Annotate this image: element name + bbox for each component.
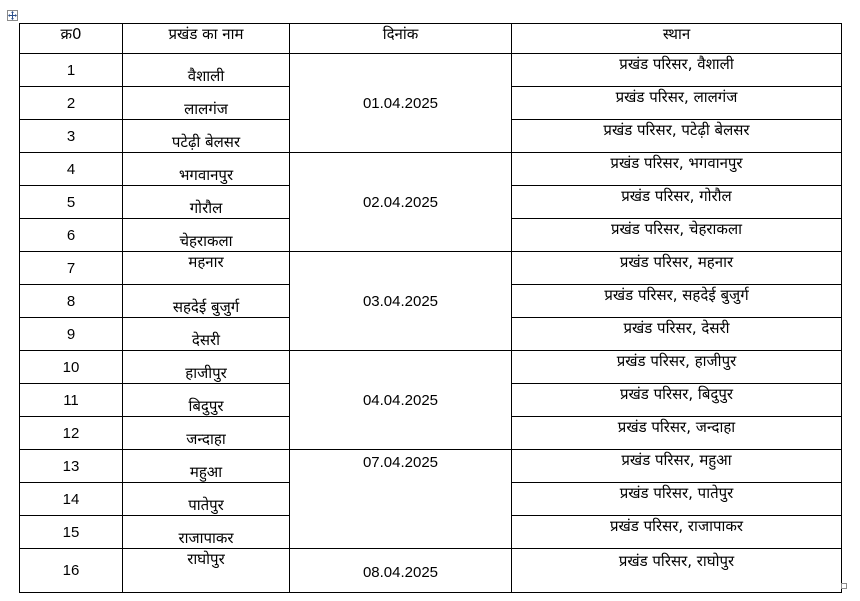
place-cell: प्रखंड परिसर, राघोपुर: [512, 549, 842, 593]
table-row: [20, 252, 842, 285]
serial-number-cell: 15: [20, 516, 123, 549]
table-resize-handle[interactable]: [841, 583, 847, 589]
block-name-cell: भगवानपुर: [123, 153, 290, 186]
place-cell: प्रखंड परिसर, पातेपुर: [512, 483, 842, 516]
block-name-cell: राघोपुर: [123, 549, 290, 593]
serial-number-cell: 5: [20, 186, 123, 219]
place-cell: प्रखंड परिसर, जन्दाहा: [512, 417, 842, 450]
place-cell: प्रखंड परिसर, भगवानपुर: [512, 153, 842, 186]
place-cell: प्रखंड परिसर, देसरी: [512, 318, 842, 351]
block-name-cell: चेहराकला: [123, 219, 290, 252]
block-name-cell: जन्दाहा: [123, 417, 290, 450]
place-cell: प्रखंड परिसर, हाजीपुर: [512, 351, 842, 384]
serial-number-cell: 8: [20, 285, 123, 318]
schedule-table: [19, 23, 842, 593]
serial-number-cell: 9: [20, 318, 123, 351]
serial-number-cell: 12: [20, 417, 123, 450]
place-cell: प्रखंड परिसर, महुआ: [512, 450, 842, 483]
serial-number-cell: 1: [20, 54, 123, 87]
table-row: [20, 351, 842, 384]
place-cell: प्रखंड परिसर, लालगंज: [512, 87, 842, 120]
place-cell: प्रखंड परिसर, महनार: [512, 252, 842, 285]
table-move-handle-icon[interactable]: [7, 10, 18, 21]
block-name-cell: बिदुपुर: [123, 384, 290, 417]
place-cell: प्रखंड परिसर, पटेढ़ी बेलसर: [512, 120, 842, 153]
place-cell: प्रखंड परिसर, वैशाली: [512, 54, 842, 87]
date-cell: 02.04.2025: [290, 153, 512, 252]
header-place: स्थान: [512, 24, 842, 54]
header-row: [20, 24, 842, 54]
header-date: दिनांक: [290, 24, 512, 54]
date-cell: 01.04.2025: [290, 54, 512, 153]
date-cell: 07.04.2025: [290, 450, 512, 549]
block-name-cell: पटेढ़ी बेलसर: [123, 120, 290, 153]
table-row: [20, 54, 842, 87]
serial-number-cell: 14: [20, 483, 123, 516]
block-name-cell: सहदेई बुजुर्ग: [123, 285, 290, 318]
block-name-cell: महुआ: [123, 450, 290, 483]
date-cell: 03.04.2025: [290, 252, 512, 351]
place-cell: प्रखंड परिसर, गोरौल: [512, 186, 842, 219]
place-cell: प्रखंड परिसर, राजापाकर: [512, 516, 842, 549]
block-name-cell: गोरौल: [123, 186, 290, 219]
block-name-cell: राजापाकर: [123, 516, 290, 549]
table-row: [20, 153, 842, 186]
date-cell: 08.04.2025: [290, 549, 512, 593]
serial-number-cell: 4: [20, 153, 123, 186]
table-row: [20, 450, 842, 483]
header-block-name: प्रखंड का नाम: [123, 24, 290, 54]
serial-number-cell: 3: [20, 120, 123, 153]
block-name-cell: पातेपुर: [123, 483, 290, 516]
block-name-cell: हाजीपुर: [123, 351, 290, 384]
serial-number-cell: 16: [20, 549, 123, 593]
serial-number-cell: 2: [20, 87, 123, 120]
serial-number-cell: 11: [20, 384, 123, 417]
table-row: [20, 549, 842, 593]
serial-number-cell: 7: [20, 252, 123, 285]
serial-number-cell: 10: [20, 351, 123, 384]
block-name-cell: लालगंज: [123, 87, 290, 120]
place-cell: प्रखंड परिसर, सहदेई बुजुर्ग: [512, 285, 842, 318]
block-name-cell: महनार: [123, 252, 290, 285]
place-cell: प्रखंड परिसर, बिदुपुर: [512, 384, 842, 417]
block-name-cell: वैशाली: [123, 54, 290, 87]
place-cell: प्रखंड परिसर, चेहराकला: [512, 219, 842, 252]
serial-number-cell: 6: [20, 219, 123, 252]
header-serial-number: क्र0: [20, 24, 123, 54]
block-name-cell: देसरी: [123, 318, 290, 351]
serial-number-cell: 13: [20, 450, 123, 483]
date-cell: 04.04.2025: [290, 351, 512, 450]
